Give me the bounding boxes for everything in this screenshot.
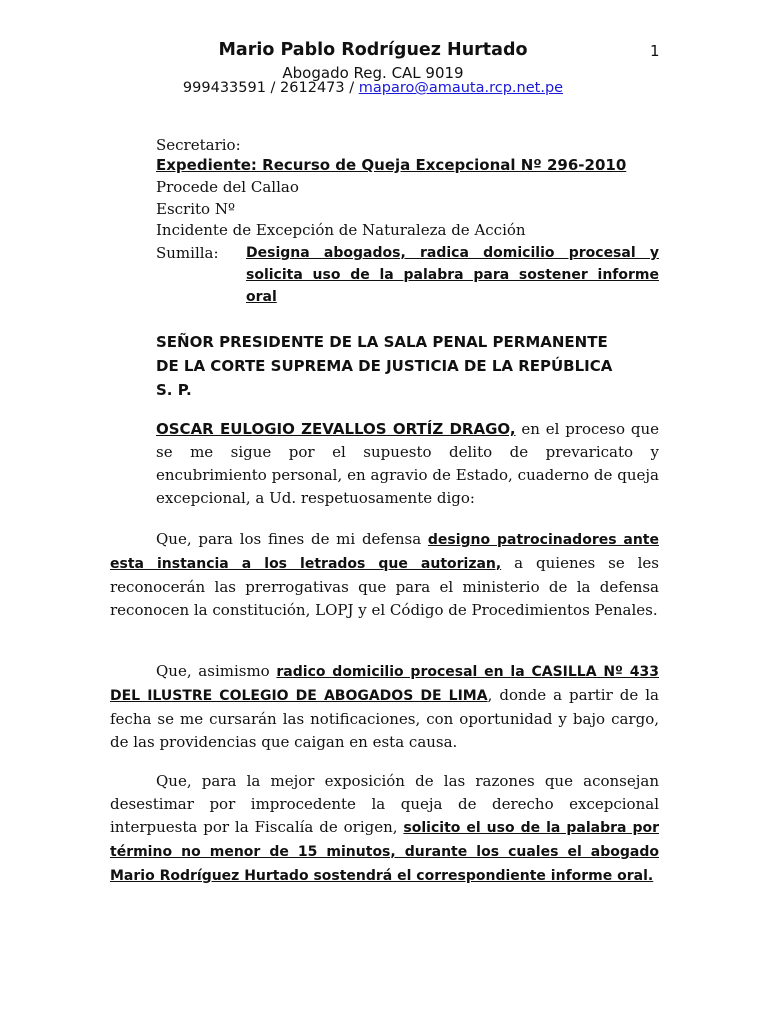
expediente-line bbox=[156, 156, 626, 174]
address-line-3: S. P. bbox=[156, 381, 192, 399]
sumilla-label: Sumilla: bbox=[156, 244, 219, 262]
secretario-line: Secretario: bbox=[156, 136, 241, 154]
page-number: 1 bbox=[650, 42, 660, 60]
intro-paragraph bbox=[156, 418, 659, 510]
paragraph-domicile bbox=[110, 660, 659, 754]
letterhead-name: Mario Pablo Rodríguez Hurtado bbox=[218, 40, 528, 60]
client-name: OSCAR EULOGIO ZEVALLOS ORTÍZ DRAGO, bbox=[156, 420, 516, 438]
p1-text-a: Que, para los fines de mi defensa bbox=[156, 530, 428, 548]
paragraph-oral-report bbox=[110, 770, 659, 888]
paragraph-designation bbox=[110, 528, 659, 622]
p1-highlight: designo patrocinadores ante esta instancia a los letrados que autorizan, bbox=[110, 532, 659, 572]
expediente-label: Expediente bbox=[156, 156, 251, 174]
incidente-line: Incidente de Excepción de Naturaleza de Acción bbox=[156, 221, 526, 239]
address-line-1: SEÑOR PRESIDENTE DE LA SALA PENAL PERMANENTE bbox=[156, 333, 608, 351]
letterhead-contact bbox=[0, 80, 746, 96]
intro-text: en el proceso que se me sigue por el supuesto delito de prevaricato y encubrimiento personal, en agravio de Estado, cuaderno de queja excepcional, a Ud. respetuosamente digo: bbox=[156, 420, 660, 507]
letterhead-registration: Abogado Reg. CAL 9019 bbox=[282, 64, 464, 82]
address-line-2: DE LA CORTE SUPREMA DE JUSTICIA DE LA REPÚBLICA bbox=[156, 357, 613, 375]
p1-text-c: a quienes se les reconocerán las prerrogativas que para el ministerio de la defensa reconocen la constitución, LOPJ y el Código de Procedimientos Penales. bbox=[110, 554, 659, 619]
letterhead-phones: 999433591 / 2612473 / bbox=[182, 80, 359, 96]
p2-highlight: radico domicilio procesal en la CASILLA Nº 433 DEL ILUSTRE COLEGIO DE ABOGADOS DE LIMA bbox=[110, 664, 659, 704]
procede-line: Procede del Callao bbox=[156, 178, 299, 196]
sumilla-text: Designa abogados, radica domicilio procesal y solicita uso de la palabra para sostener informe oral bbox=[246, 245, 659, 305]
p3-highlight: solicito el uso de la palabra por término no menor de 15 minutos, durante los cuales el abogado Mario Rodríguez Hurtado sostendrá el correspondiente informe oral. bbox=[110, 820, 659, 884]
p2-text-c: , donde a partir de la fecha se me cursarán las notificaciones, con oportunidad y bajo cargo, de las providencias que caigan en esta causa. bbox=[110, 686, 659, 751]
email-link[interactable]: maparo@amauta.rcp.net.pe bbox=[358, 80, 564, 96]
expediente-text: : Recurso de Queja Excepcional Nº 296-2010 bbox=[250, 156, 627, 174]
escrito-line: Escrito Nº bbox=[156, 200, 236, 218]
p2-text-a: Que, asimismo bbox=[156, 662, 277, 680]
p3-text-a: Que, para la mejor exposición de las razones que aconsejan desestimar por improcedente la queja de derecho excepcional interpuesta por la Fiscalía de origen, bbox=[110, 772, 659, 836]
